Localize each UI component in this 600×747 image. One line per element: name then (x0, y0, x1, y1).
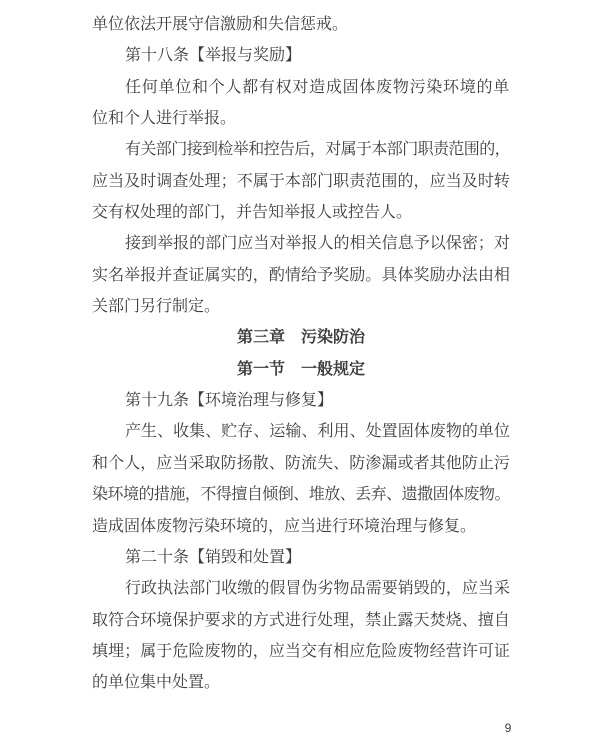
text-line-content: 的单位集中处置。 (92, 674, 221, 692)
text-line-content: 应当及时调查处理；不属于本部门职责范围的，应当及时转 (92, 172, 511, 190)
text-line (92, 322, 510, 353)
text-line-content: 任何单位和个人都有权对造成固体废物污染环境的单 (125, 78, 511, 96)
text-line (92, 605, 510, 636)
text-line (92, 166, 510, 197)
text-line (92, 354, 510, 385)
text-line-content: 填埋；属于危险废物的，应当交有相应危险废物经营许可证 (92, 642, 511, 660)
text-line (92, 9, 510, 40)
text-line (92, 573, 510, 604)
text-line-content: 单位依法开展守信激励和失信惩戒。 (92, 16, 349, 33)
text-line-content: 和个人，应当采取防扬散、防流失、防渗漏或者其他防止污 (92, 454, 511, 472)
text-line-content: 取符合环境保护要求的方式进行处理，禁止露天焚烧、擅自 (92, 611, 511, 629)
text-line (92, 40, 510, 71)
text-line-content: 接到举报的部门应当对举报人的相关信息予以保密；对 (125, 235, 511, 253)
page-number: 9 (504, 721, 512, 735)
text-line (92, 134, 510, 165)
document-body (92, 9, 510, 699)
text-line (92, 667, 510, 698)
text-line-content: 产生、收集、贮存、运输、利用、处置固体废物的单位 (125, 423, 511, 441)
text-line (92, 542, 510, 573)
text-line-content: 造成固体废物污染环境的，应当进行环境治理与修复。 (92, 517, 477, 535)
text-line (92, 511, 510, 542)
text-line (92, 416, 510, 447)
text-line (92, 479, 510, 510)
text-line (92, 385, 510, 416)
text-line (92, 103, 510, 134)
text-line (92, 260, 510, 291)
text-line (92, 228, 510, 259)
text-line-content: 有关部门接到检举和控告后，对属于本部门职责范围的， (125, 141, 511, 159)
text-line-content: 关部门另行制定。 (92, 298, 221, 316)
text-line-content: 第一节 一般规定 (236, 360, 365, 378)
text-line-content: 第二十条【销毁和处置】 (125, 548, 302, 566)
text-line-content: 染环境的措施，不得擅自倾倒、堆放、丢弃、遗撒固体废物。 (92, 486, 511, 504)
text-line-content: 位和个人进行举报。 (92, 110, 237, 128)
text-line-content: 第十八条【举报与奖励】 (125, 47, 302, 65)
text-line-content: 实名举报并查证属实的，酌情给予奖励。具体奖励办法由相 (92, 266, 511, 284)
text-line (92, 197, 510, 228)
text-line-content: 行政执法部门收缴的假冒伪劣物品需要销毁的，应当采 (125, 580, 511, 598)
text-line (92, 636, 510, 667)
text-line-content: 第十九条【环境治理与修复】 (125, 392, 334, 410)
text-line-content: 交有权处理的部门，并告知举报人或控告人。 (92, 204, 413, 222)
text-line (92, 72, 510, 103)
text-line (92, 448, 510, 479)
text-line (92, 291, 510, 322)
text-line-content: 第三章 污染防治 (236, 329, 365, 347)
